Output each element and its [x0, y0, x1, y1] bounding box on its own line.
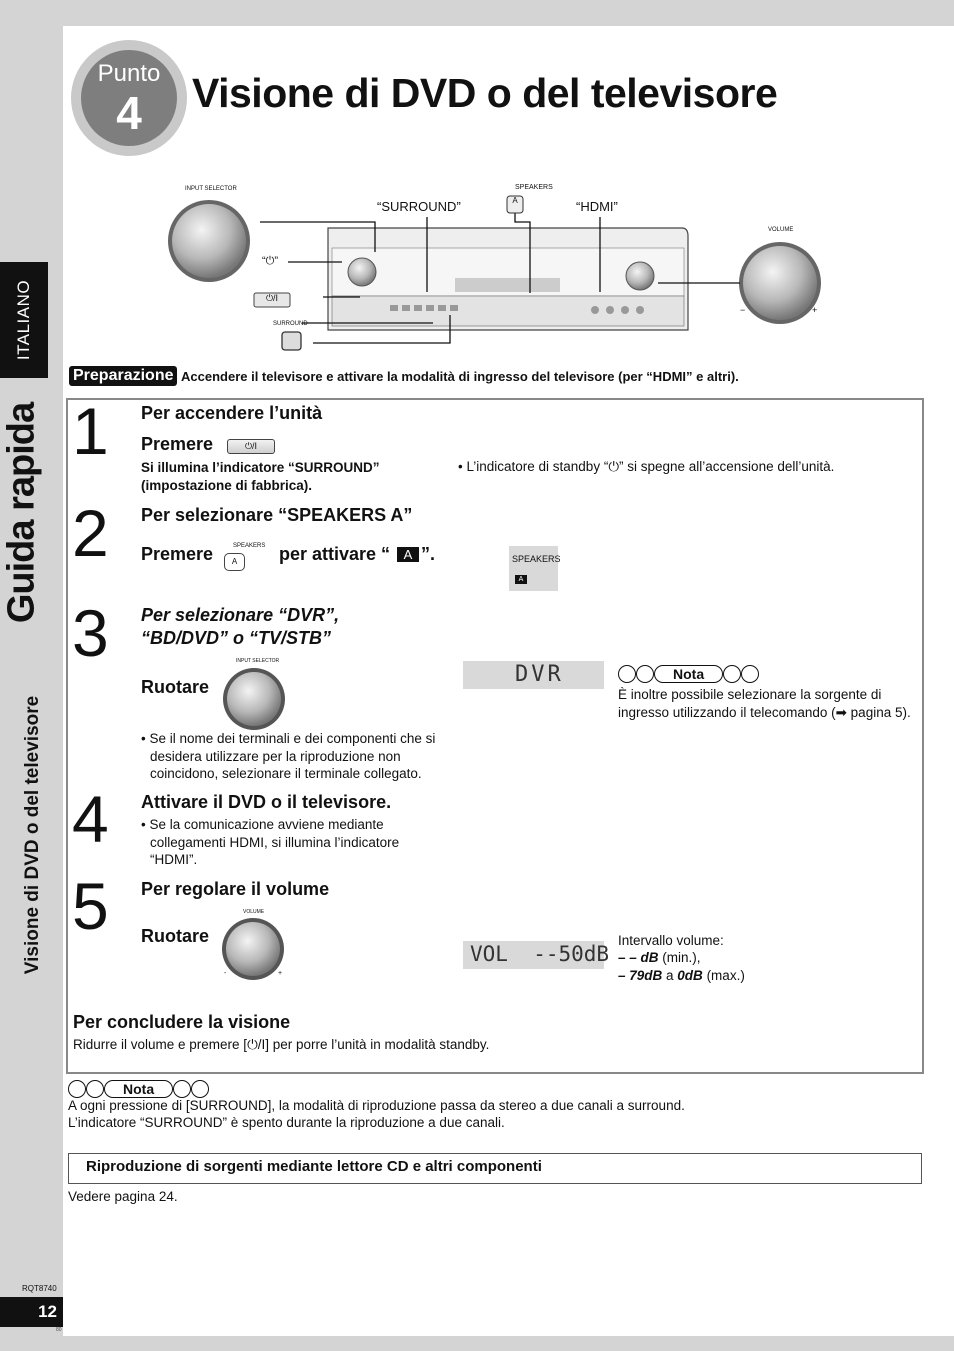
- speakers-button-label: SPEAKERS: [233, 543, 266, 549]
- volume-range-max-label: (max.): [702, 968, 745, 983]
- volume-range-min: [618, 949, 701, 967]
- vol-minus: −: [740, 305, 746, 315]
- step-2-action-suffix: per attivare “: [279, 544, 391, 564]
- step-3-nota-text: È inoltre possibile selezionare la sorgente di ingresso utilizzando il telecomando (➡ pagina 5).: [618, 687, 911, 720]
- nota-dot-icon: [68, 1080, 86, 1098]
- bottom-bar: [63, 1336, 954, 1351]
- volume-range-min-value: – – dB: [618, 950, 659, 965]
- speakers-a-key: A: [512, 196, 518, 205]
- step-2-title: Per selezionare “SPEAKERS A”: [141, 505, 413, 525]
- step-5-number: 5: [72, 869, 109, 943]
- volume-range-to: 0dB: [677, 968, 703, 983]
- step-3-bullet: • Se il nome dei terminali e dei componenti che si desidera utilizzare per la riproduzione non coincidono, selezionare il terminale collegato.: [141, 731, 436, 781]
- step-2-number: 2: [72, 496, 109, 570]
- power-button-icon: ⏻/I: [227, 439, 275, 454]
- page-title: Visione di DVD o del televisore: [192, 70, 778, 116]
- language-tab: [0, 262, 48, 378]
- surround-callout: “SURROUND”: [377, 199, 461, 214]
- speakers-a-indicator: A: [397, 547, 419, 562]
- step-1-number: 1: [72, 394, 109, 468]
- surround-button-label: SURROUND: [273, 321, 308, 327]
- step-1-note-line2: (impostazione di fabbrica).: [141, 478, 313, 493]
- speakers-display: [509, 546, 558, 591]
- step-badge-label: Punto: [97, 60, 161, 87]
- cd-section-title: Riproduzione di sorgenti mediante lettore CD e altri componenti: [86, 1158, 542, 1175]
- hdmi-callout: “HDMI”: [576, 199, 618, 214]
- nota-dot-icon: [191, 1080, 209, 1098]
- step-1-action: Premere: [141, 434, 214, 454]
- volume-knob-plus: +: [278, 970, 283, 977]
- step-4-title: Attivare il DVD o il televisore.: [141, 792, 392, 812]
- volume-knob-label: VOLUME: [243, 909, 265, 915]
- volume-range-to-word: a: [662, 968, 678, 983]
- language-tab-label: ITALIANO: [14, 279, 33, 361]
- standby-callout: “⏻”: [262, 255, 279, 267]
- volume-label: VOLUME: [768, 227, 794, 233]
- volume-display-text: VOL --50dB: [470, 942, 610, 966]
- nota-label: Nota: [654, 665, 723, 683]
- volume-knob-minus: -: [224, 970, 227, 977]
- step-1-title: Per accendere l’unità: [141, 403, 323, 423]
- left-sidebar: [0, 26, 63, 1351]
- conclude-title: Per concludere la visione: [73, 1012, 291, 1032]
- nota-dot-icon: [636, 665, 654, 683]
- step-5-title: Per regolare il volume: [141, 879, 330, 899]
- volume-range-span: [618, 967, 745, 985]
- speakers-a-button-icon: A: [224, 553, 245, 571]
- bottom-nota-line1: A ogni pressione di [SURROUND], la modalità di riproduzione passa da stereo a due canali a surround.: [68, 1098, 685, 1113]
- dvr-display-text: DVR: [515, 662, 564, 687]
- nota-dot-icon: [173, 1080, 191, 1098]
- volume-range-title: Intervallo volume:: [618, 933, 724, 948]
- step-3-action: Ruotare: [141, 677, 210, 697]
- step-2-action: Premere: [141, 544, 214, 564]
- section-title: Guida rapida: [0, 402, 43, 624]
- cd-section-text: Vedere pagina 24.: [68, 1189, 178, 1204]
- nota-label: Nota: [104, 1080, 173, 1098]
- step-3-nota-header: [618, 665, 759, 683]
- receiver-diagram: [150, 180, 850, 360]
- conclude-text: Ridurre il volume e premere [⏻/I] per porre l’unità in modalità standby.: [73, 1037, 490, 1052]
- vol-plus: +: [812, 305, 818, 315]
- input-selector-knob-icon: [222, 667, 286, 731]
- input-selector-knob: [222, 667, 286, 736]
- step-2-action-end: ”.: [421, 544, 436, 564]
- speakers-display-label: SPEAKERS: [512, 554, 561, 564]
- step-badge-number: 4: [116, 87, 142, 139]
- nota-dot-icon: [723, 665, 741, 683]
- step-4-number: 4: [72, 782, 109, 856]
- bottom-nota-header: [68, 1080, 209, 1098]
- footer-code: 80: [56, 1327, 62, 1333]
- volume-knob: [221, 917, 285, 986]
- preparation-text: Accendere il televisore e attivare la modalità di ingresso del televisore (per “HDMI” e altri).: [181, 369, 739, 384]
- bottom-nota-line2: L’indicatore “SURROUND” è spento durante la riproduzione a due canali.: [68, 1115, 505, 1130]
- doc-id: RQT8740: [22, 1284, 57, 1293]
- step-5-action: Ruotare: [141, 926, 210, 946]
- preparation-badge: Preparazione: [69, 366, 177, 386]
- power-button-label: ⏻/I: [265, 293, 279, 303]
- step-4-bullet: • Se la comunicazione avviene mediante collegamenti HDMI, si illumina l’indicatore “HDMI”.: [141, 817, 400, 867]
- input-selector-label: INPUT SELECTOR: [185, 186, 237, 192]
- nota-dot-icon: [741, 665, 759, 683]
- input-selector-knob-label: INPUT SELECTOR: [236, 658, 280, 664]
- volume-range-min-label: (min.),: [658, 950, 701, 965]
- step-3-number: 3: [72, 596, 109, 670]
- volume-knob-icon: [221, 917, 285, 981]
- volume-range-from: – 79dB: [618, 968, 663, 983]
- nota-dot-icon: [86, 1080, 104, 1098]
- speakers-display-key: A: [515, 575, 527, 584]
- speakers-label: SPEAKERS: [515, 184, 553, 191]
- step-3-title-line1: Per selezionare “DVR”,: [141, 605, 340, 625]
- page-number: 12: [0, 1297, 63, 1327]
- top-bar: [0, 0, 954, 26]
- step-1-side-note: • L’indicatore di standby “⏻” si spegne all’accensione dell’unità.: [458, 459, 835, 474]
- step-3-title-line2: “BD/DVD” o “TV/STB”: [141, 628, 332, 648]
- step-1-note-line1: Si illumina l’indicatore “SURROUND”: [141, 460, 380, 475]
- nota-dot-icon: [618, 665, 636, 683]
- receiver-illustration: [150, 180, 850, 360]
- subsection-title: Visione di DVD o del televisore: [22, 695, 43, 975]
